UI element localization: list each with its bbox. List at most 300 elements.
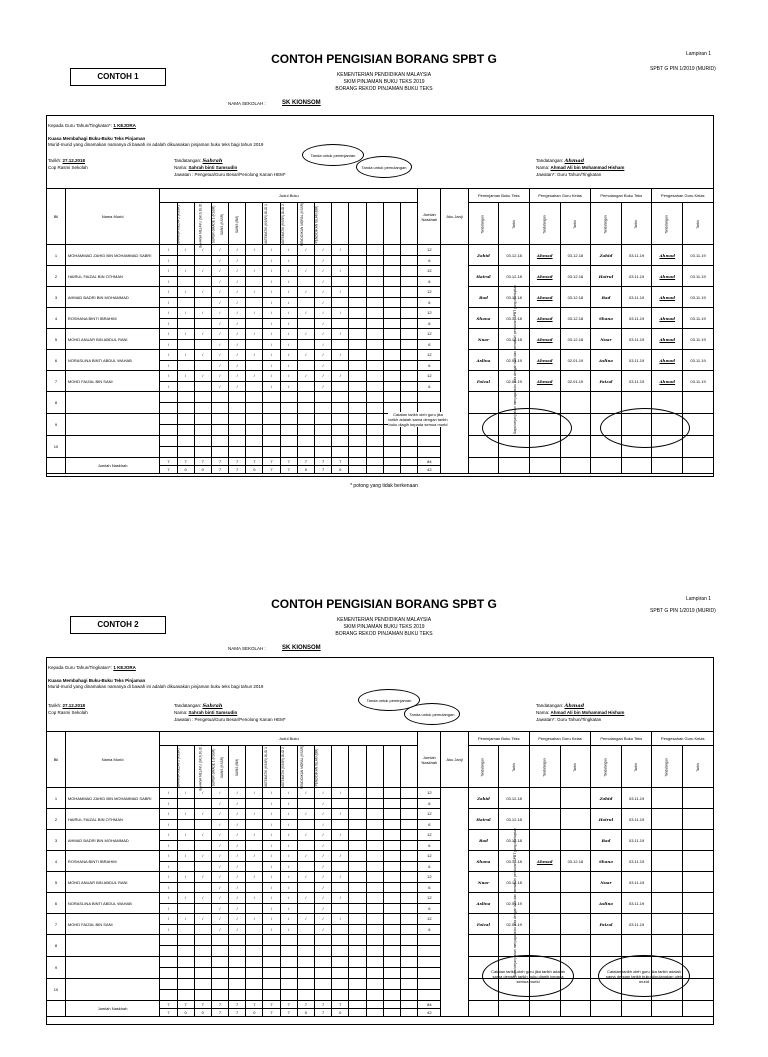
date-note-left: Catatan tarikh oleh guru jika tarikh adalah sama dengan tarikh buku diagih kepada semua murid (388, 412, 448, 427)
book-mark: / (263, 882, 280, 893)
teacher-signature: Ahmad (529, 371, 560, 392)
book-mark (400, 840, 417, 851)
book-mark (177, 339, 194, 350)
teacher-signature (529, 788, 560, 809)
total-a-cell: 7 (177, 1001, 194, 1009)
book-mark: / (263, 308, 280, 319)
empty-cell (246, 979, 263, 990)
total-b-cell: 0 (297, 466, 314, 474)
borrow-date: 03.12.18 (499, 851, 530, 872)
book-title: BAHASA MELAYU (SKJ) JILID 1 (177, 746, 194, 788)
book-mark (366, 840, 383, 851)
list-title: Kuasa Membahagi Buku-Buku Teks Pinjaman (48, 678, 146, 683)
table-row (47, 872, 714, 883)
grand-total-b: 42 (418, 1009, 441, 1017)
count-b: 6 (418, 840, 441, 851)
empty-sign-cell (468, 458, 499, 474)
book-mark (332, 297, 349, 308)
student-name-empty (65, 392, 159, 414)
empty-cell (349, 458, 366, 466)
book-mark: / (229, 840, 246, 851)
book-mark (349, 903, 366, 914)
book-mark: / (211, 350, 228, 361)
empty-cell (400, 990, 417, 1001)
book-mark: / (211, 371, 228, 382)
empty-cell (194, 414, 211, 425)
count-a: 12 (418, 245, 441, 256)
book-mark: / (332, 329, 349, 340)
book-mark (349, 371, 366, 382)
book-title: MATEMATIK (KSSR) JILID 1 (246, 746, 263, 788)
subheader-tarikh: Tarikh (621, 746, 652, 788)
book-mark: / (315, 809, 332, 820)
verify-date: 02.01.19 (560, 371, 591, 392)
book-mark: / (332, 371, 349, 382)
empty-cell (263, 436, 280, 447)
book-mark (383, 329, 400, 340)
return-date: 03.11.19 (621, 893, 652, 914)
book-mark: / (315, 266, 332, 277)
return-date: 03.11.19 (621, 914, 652, 935)
empty-cell (349, 946, 366, 957)
book-mark (177, 381, 194, 392)
count-b: 6 (418, 339, 441, 350)
student-signature: Nuar (468, 329, 499, 350)
book-mark: / (211, 297, 228, 308)
book-mark: / (263, 819, 280, 830)
book-mark (400, 360, 417, 371)
count-b: 6 (418, 276, 441, 287)
book-mark: / (315, 830, 332, 841)
count-a: 12 (418, 914, 441, 925)
student-signature: Bad (468, 830, 499, 851)
total-b-cell: 0 (194, 1009, 211, 1017)
book-mark (297, 861, 314, 872)
book-mark: / (297, 245, 314, 256)
table-row (47, 851, 714, 862)
sign-left: Tandatangan: Sahrah (174, 158, 223, 164)
empty-cell (177, 414, 194, 425)
book-mark: / (315, 339, 332, 350)
empty-cell (366, 1009, 383, 1017)
empty-cell (315, 990, 332, 1001)
return-teacher-signature (652, 809, 683, 830)
total-a-cell: 7 (211, 458, 228, 466)
book-mark: / (315, 882, 332, 893)
post-right: Jawatan*: Guru Tahun/Tingkatan (536, 172, 602, 177)
book-mark (177, 861, 194, 872)
book-mark: / (177, 893, 194, 904)
book-mark: / (280, 924, 297, 935)
book-mark (366, 318, 383, 329)
book-title-empty (383, 203, 400, 245)
empty-cell (366, 935, 383, 946)
book-mark: / (315, 851, 332, 862)
empty-cell (211, 946, 228, 957)
book-mark: / (211, 798, 228, 809)
empty-cell (332, 425, 349, 436)
book-mark (366, 830, 383, 841)
empty-cell (160, 990, 177, 1001)
empty-cell (418, 946, 441, 957)
book-mark (400, 893, 417, 904)
book-mark (383, 245, 400, 256)
empty-cell (297, 414, 314, 425)
empty-cell (366, 447, 383, 458)
book-mark (366, 809, 383, 820)
empty-cell (349, 403, 366, 414)
book-mark (383, 371, 400, 382)
book-mark: / (315, 360, 332, 371)
student-signature: Aslina (468, 350, 499, 371)
return-verify-date (683, 914, 714, 935)
empty-cell (400, 466, 417, 474)
empty-sign-cell (652, 935, 683, 957)
book-mark (194, 381, 211, 392)
book-mark: / (280, 350, 297, 361)
table-row (47, 329, 714, 340)
book-mark (297, 924, 314, 935)
book-mark (383, 360, 400, 371)
count-a: 12 (418, 830, 441, 841)
book-mark (246, 339, 263, 350)
book-mark: / (297, 851, 314, 862)
book-mark (383, 914, 400, 925)
total-b-cell: 7 (160, 1009, 177, 1017)
empty-cell (229, 425, 246, 436)
empty-cell (297, 392, 314, 403)
subheader-tarikh: Tarikh (499, 203, 530, 245)
book-mark: / (332, 914, 349, 925)
empty-cell (229, 935, 246, 946)
book-mark: / (246, 266, 263, 277)
book-mark: / (160, 360, 177, 371)
book-mark (246, 255, 263, 266)
verify-date (560, 872, 591, 893)
book-mark (400, 903, 417, 914)
empty-cell (194, 990, 211, 1001)
book-mark: / (160, 903, 177, 914)
book-mark: / (177, 350, 194, 361)
borrow-date: 03.12.18 (499, 329, 530, 350)
empty-cell (246, 414, 263, 425)
book-mark (366, 255, 383, 266)
empty-cell (315, 447, 332, 458)
book-mark: / (280, 872, 297, 883)
book-mark: / (160, 318, 177, 329)
return-teacher-signature (652, 872, 683, 893)
book-mark (297, 840, 314, 851)
book-mark (366, 851, 383, 862)
book-mark: / (211, 840, 228, 851)
total-b-cell: 0 (332, 1009, 349, 1017)
book-mark: / (211, 882, 228, 893)
book-mark: / (297, 371, 314, 382)
school-name: SK KIONSOM (282, 645, 321, 651)
book-mark (400, 861, 417, 872)
book-title-empty (349, 746, 366, 788)
book-mark (246, 318, 263, 329)
total-a-cell: 7 (246, 458, 263, 466)
borrow-date: 02.01.19 (499, 914, 530, 935)
book-mark: / (332, 788, 349, 799)
empty-cell (366, 425, 383, 436)
book-mark (194, 840, 211, 851)
empty-cell (315, 436, 332, 447)
return-date: 03.11.19 (621, 872, 652, 893)
total-b-cell: 7 (315, 466, 332, 474)
book-mark: / (229, 893, 246, 904)
student-name: NORASLINA BINTI ABDUL WAHAB (65, 893, 159, 914)
book-mark: / (160, 882, 177, 893)
book-mark: / (194, 350, 211, 361)
empty-cell (194, 447, 211, 458)
empty-cell (383, 466, 400, 474)
empty-cell (400, 946, 417, 957)
total-a-cell: 7 (194, 458, 211, 466)
empty-cell (349, 414, 366, 425)
return-verify-date: 03.11.19 (683, 245, 714, 266)
empty-cell (177, 403, 194, 414)
book-mark: / (263, 276, 280, 287)
teacher-signature: Ahmad (529, 287, 560, 308)
empty-row (47, 392, 714, 403)
header-pemulangan: Pemulangan Buku Teks (591, 189, 652, 203)
empty-cell (366, 979, 383, 990)
book-mark: / (332, 350, 349, 361)
post-right: Jawatan*: Guru Tahun/Tingkatan (536, 717, 602, 722)
return-date: 03.11.19 (621, 851, 652, 872)
book-mark (400, 245, 417, 256)
book-mark (177, 255, 194, 266)
empty-sign-cell (468, 935, 499, 957)
verify-date: 02.01.19 (560, 350, 591, 371)
book-title: PENDIDIKAN MORAL (KSSR) (280, 203, 297, 245)
book-mark (366, 903, 383, 914)
table-row (47, 287, 714, 298)
empty-cell (332, 979, 349, 990)
empty-cell (194, 436, 211, 447)
empty-cell (366, 436, 383, 447)
book-mark (349, 861, 366, 872)
book-mark (366, 914, 383, 925)
sign-left: Tandatangan: Sahrah (174, 703, 223, 709)
book-mark (400, 914, 417, 925)
book-mark (194, 798, 211, 809)
book-mark (246, 381, 263, 392)
book-mark: / (315, 287, 332, 298)
book-mark (366, 245, 383, 256)
row-number: 9 (47, 414, 66, 436)
empty-cell (177, 935, 194, 946)
book-mark (177, 297, 194, 308)
book-mark (400, 882, 417, 893)
subheader-tarikh: Tarikh (560, 203, 591, 245)
return-date: 03.11.19 (621, 329, 652, 350)
book-mark (366, 371, 383, 382)
verify-date: 03.12.18 (560, 245, 591, 266)
total-a-cell: 7 (229, 1001, 246, 1009)
student-name: MOHAMMAD ZAHID BIN MOHAMMAD SABRI (65, 788, 159, 809)
empty-cell (263, 979, 280, 990)
book-mark: / (246, 371, 263, 382)
book-mark (383, 287, 400, 298)
return-teacher-signature: Ahmad (652, 245, 683, 266)
table-row (47, 245, 714, 256)
book-mark: / (315, 350, 332, 361)
book-mark (194, 861, 211, 872)
return-date: 03.11.19 (621, 350, 652, 371)
header-pemulangan: Pemulangan Buku Teks (591, 732, 652, 746)
empty-cell (315, 979, 332, 990)
book-mark: / (160, 329, 177, 340)
empty-cell (297, 935, 314, 946)
empty-cell (246, 436, 263, 447)
school-name: SK KIONSOM (282, 100, 321, 106)
total-blank (47, 458, 66, 474)
borrow-date: 02.01.19 (499, 893, 530, 914)
total-a-cell: 7 (194, 1001, 211, 1009)
book-mark: / (211, 893, 228, 904)
book-mark: / (280, 308, 297, 319)
empty-cell (263, 425, 280, 436)
book-mark: / (177, 914, 194, 925)
book-mark (400, 872, 417, 883)
book-mark (349, 830, 366, 841)
empty-cell (349, 990, 366, 1001)
book-mark: / (263, 893, 280, 904)
empty-cell (211, 968, 228, 979)
row-number: 3 (47, 830, 66, 851)
empty-cell (297, 979, 314, 990)
empty-cell (177, 392, 194, 403)
book-mark (400, 924, 417, 935)
empty-cell (263, 447, 280, 458)
empty-cell (160, 968, 177, 979)
book-mark: / (263, 861, 280, 872)
student-name: HAIRUL FAIZAL BIN OTHMAN (65, 266, 159, 287)
book-mark: / (332, 287, 349, 298)
book-mark: / (263, 297, 280, 308)
empty-cell (246, 392, 263, 403)
empty-cell (383, 935, 400, 946)
book-mark: / (229, 329, 246, 340)
empty-cell (400, 957, 417, 968)
header-jumlah: Jumlah Naskhah (418, 732, 441, 788)
student-signature: Aslina (468, 893, 499, 914)
book-mark: / (315, 381, 332, 392)
book-mark (400, 329, 417, 340)
empty-cell (400, 979, 417, 990)
book-mark: / (211, 914, 228, 925)
book-mark: / (315, 861, 332, 872)
aku-janji-cell: Saya berjanji akan menjaga buku teks dengan baik dan mematuhi peraturan SPBT yang ditetapkan (441, 788, 468, 1017)
book-mark: / (177, 266, 194, 277)
total-b-cell: 0 (332, 466, 349, 474)
student-name-empty (65, 979, 159, 1001)
book-mark: / (160, 255, 177, 266)
empty-sign-cell (652, 1001, 683, 1017)
book-mark: / (246, 329, 263, 340)
book-mark (366, 924, 383, 935)
book-mark (349, 276, 366, 287)
book-mark: / (177, 308, 194, 319)
total-a-cell: 7 (160, 1001, 177, 1009)
empty-cell (160, 935, 177, 946)
teacher-signature: Ahmad (529, 245, 560, 266)
book-mark (366, 287, 383, 298)
table-row (47, 371, 714, 382)
book-mark: / (194, 809, 211, 820)
student-name: MOHD FAIZAL BIN SANI (65, 371, 159, 392)
empty-sign-cell (591, 458, 622, 474)
book-mark: / (263, 788, 280, 799)
book-mark (194, 255, 211, 266)
book-mark: / (315, 318, 332, 329)
book-mark: / (263, 914, 280, 925)
book-mark: / (280, 329, 297, 340)
book-mark: / (246, 851, 263, 862)
borrow-date: 03.12.18 (499, 266, 530, 287)
book-mark: / (211, 788, 228, 799)
book-title-empty (349, 203, 366, 245)
return-signature: Shana (591, 851, 622, 872)
book-mark: / (160, 308, 177, 319)
ministry-line-3: BORANG REKOD PINJAMAN BUKU TEKS (335, 631, 433, 637)
return-verify-date (683, 893, 714, 914)
return-teacher-signature: Ahmad (652, 266, 683, 287)
empty-sign-cell (621, 458, 652, 474)
book-mark (194, 318, 211, 329)
borrow-date: 02.01.19 (499, 371, 530, 392)
total-b-cell: 0 (246, 1009, 263, 1017)
empty-cell (246, 403, 263, 414)
book-mark: / (229, 903, 246, 914)
form-title: CONTOH PENGISIAN BORANG SPBT G (271, 52, 497, 66)
empty-sign-cell (529, 1001, 560, 1017)
book-mark: / (160, 872, 177, 883)
total-a-cell: 7 (315, 1001, 332, 1009)
book-mark: / (297, 287, 314, 298)
book-mark: / (229, 287, 246, 298)
book-mark (297, 798, 314, 809)
return-verify-date (683, 809, 714, 830)
empty-cell (332, 447, 349, 458)
empty-cell (246, 968, 263, 979)
return-date: 03.11.19 (621, 308, 652, 329)
example-label: CONTOH 1 (70, 68, 166, 86)
empty-cell (366, 392, 383, 403)
empty-cell (332, 946, 349, 957)
book-mark: / (280, 297, 297, 308)
count-a: 12 (418, 788, 441, 799)
book-mark (246, 276, 263, 287)
empty-cell (263, 946, 280, 957)
empty-cell (211, 414, 228, 425)
empty-cell (229, 990, 246, 1001)
book-mark (383, 851, 400, 862)
empty-cell (263, 957, 280, 968)
total-b-cell: 0 (297, 1009, 314, 1017)
book-mark (297, 903, 314, 914)
empty-cell (211, 979, 228, 990)
empty-cell (366, 968, 383, 979)
empty-cell (229, 957, 246, 968)
book-mark: / (297, 914, 314, 925)
book-mark (349, 297, 366, 308)
empty-sign-cell (499, 458, 530, 474)
book-mark: / (211, 872, 228, 883)
